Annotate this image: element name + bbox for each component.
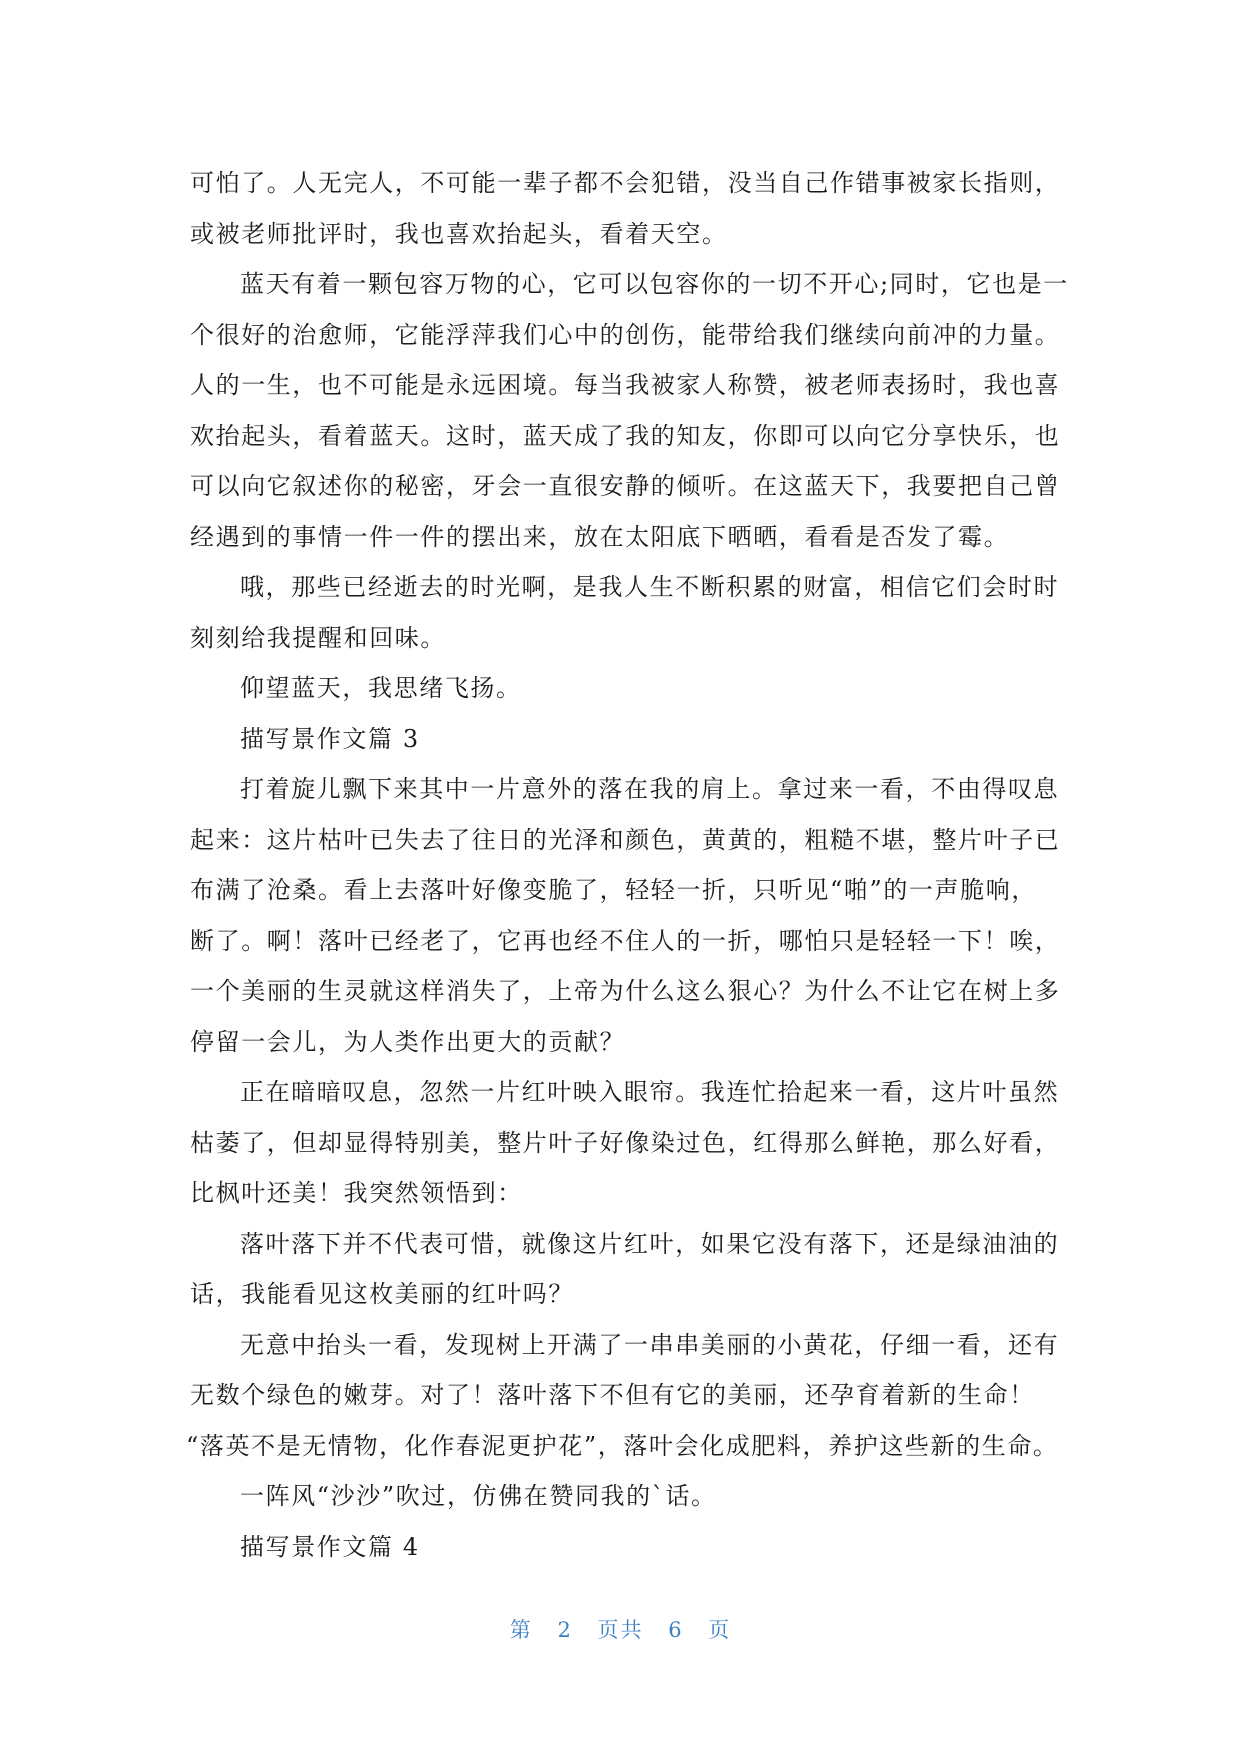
text-line: 无数个绿色的嫩芽。对了！落叶落下不但有它的美丽，还孕育着新的生命！	[190, 1381, 1035, 1409]
text-line: 刻刻给我提醒和回味。	[190, 623, 446, 652]
text-line: 话，我能看见这枚美丽的红叶吗？	[190, 1280, 574, 1308]
document-body	[186, 158, 1070, 1572]
text-line: 可以向它叙述你的秘密，牙会一直很安静的倾听。在这蓝天下，我要把自己曾	[190, 472, 1061, 500]
footer-prefix: 第	[509, 1618, 533, 1642]
footer-suffix: 页	[708, 1618, 732, 1642]
text-line: 一阵风“沙沙”吹过，仿佛在赞同我的`话。	[240, 1482, 717, 1510]
text-line: 蓝天有着一颗包容万物的心，它可以包容你的一切不开心;同时，它也是一	[240, 270, 1069, 298]
text-line: 起来：这片枯叶已失去了往日的光泽和颜色，黄黄的，粗糙不堪，整片叶子已	[190, 825, 1061, 854]
text-line: 打着旋儿飘下来其中一片意外的落在我的肩上。拿过来一看，不由得叹息	[240, 775, 1060, 803]
text-line: “落英不是无情物，化作春泥更护花”，落叶会化成肥料，养护这些新的生命。	[186, 1431, 1059, 1460]
text-line: 无意中抬头一看，发现树上开满了一串串美丽的小黄花，仔细一看，还有	[240, 1330, 1060, 1359]
text-line: 停留一会儿，为人类作出更大的贡献？	[190, 1027, 626, 1056]
text-line: 正在暗暗叹息，忽然一片红叶映入眼帘。我连忙拾起来一看，这片叶虽然	[240, 1078, 1060, 1106]
text-line: 描写景作文篇 4	[240, 1532, 420, 1561]
text-line: 人的一生，也不可能是永远困境。每当我被家人称赞，被老师表扬时，我也喜	[190, 371, 1061, 399]
text-line: 描写景作文篇 3	[240, 724, 420, 753]
text-line: 布满了沧桑。看上去落叶好像变脆了，轻轻一折，只听见“啪”的一声脆响，	[190, 876, 1037, 904]
text-line: 欢抬起头，看着蓝天。这时，蓝天成了我的知友，你即可以向它分享快乐，也	[190, 421, 1061, 450]
text-line: 仰望蓝天，我思绪飞扬。	[240, 674, 522, 702]
footer-middle: 页共	[597, 1618, 644, 1642]
page-footer	[0, 1614, 1241, 1644]
text-line: 经遇到的事情一件一件的摆出来，放在太阳底下晒晒，看看是否发了霉。	[190, 522, 1010, 551]
text-line: 一个美丽的生灵就这样消失了，上帝为什么这么狠心？为什么不让它在树上多	[190, 977, 1061, 1005]
text-line: 哦，那些已经逝去的时光啊，是我人生不断积累的财富，相信它们会时时	[240, 573, 1060, 601]
text-line: 落叶落下并不代表可惜，就像这片红叶，如果它没有落下，还是绿油油的	[240, 1229, 1060, 1258]
text-line: 可怕了。人无完人，不可能一辈子都不会犯错，没当自己作错事被家长指则，	[190, 169, 1061, 197]
text-line: 断了。啊！落叶已经老了，它再也经不住人的一折，哪怕只是轻轻一下！唉，	[190, 926, 1061, 955]
footer-page-number: 2	[557, 1618, 573, 1642]
footer-total-pages: 6	[668, 1618, 684, 1642]
text-line: 枯萎了，但却显得特别美，整片叶子好像染过色，红得那么鲜艳，那么好看，	[190, 1128, 1061, 1157]
text-line: 比枫叶还美！我突然领悟到：	[190, 1179, 523, 1207]
text-line: 或被老师批评时，我也喜欢抬起头，看着天空。	[190, 219, 728, 248]
text-line: 个很好的治愈师，它能浮萍我们心中的创伤，能带给我们继续向前冲的力量。	[190, 320, 1061, 349]
